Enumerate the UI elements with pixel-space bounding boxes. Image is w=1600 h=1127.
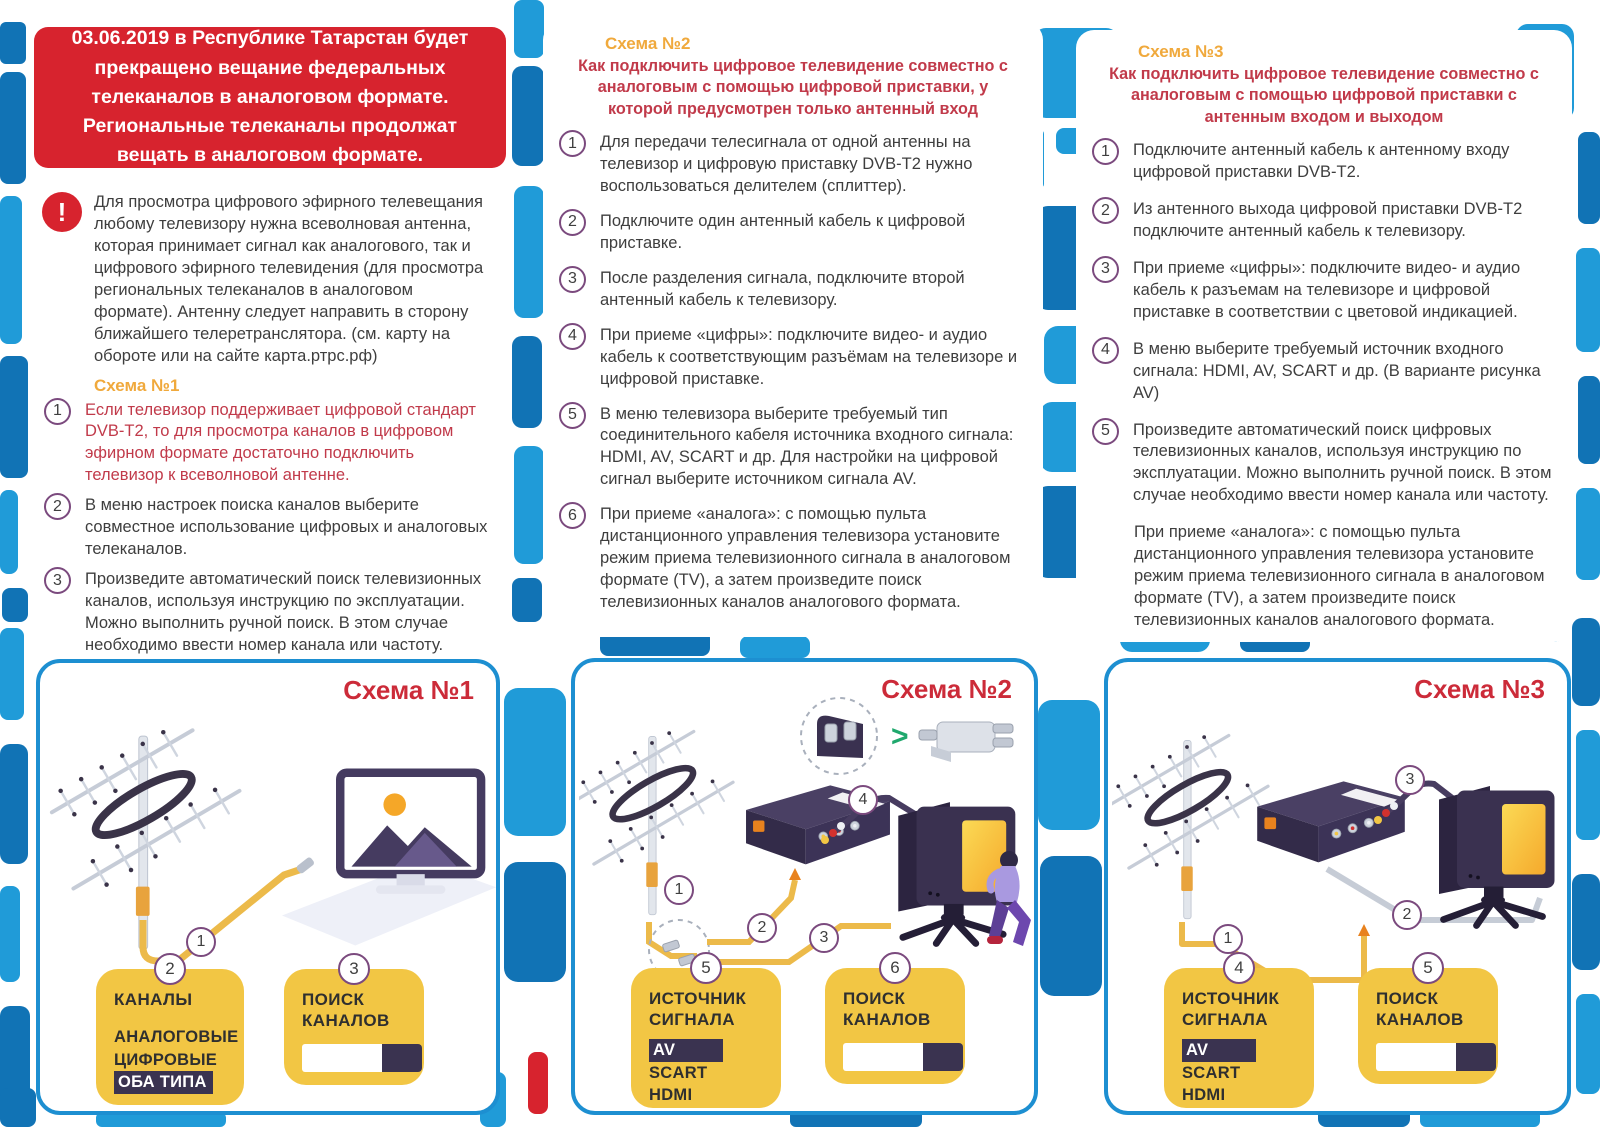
- tv-menu-channels: [96, 959, 244, 1105]
- menu-option-selected: ОБА ТИПА: [114, 1071, 213, 1094]
- panel2-title: Схема №2: [881, 674, 1012, 704]
- step-item: [559, 504, 1023, 614]
- step-text: Подключите антенный кабель к антенному входу цифровой приставки DVB-T2.: [1133, 141, 1510, 182]
- mosaic-tile: [512, 66, 544, 166]
- mosaic-tile: [1038, 700, 1100, 830]
- step-text: Для передачи телесигнала от одной антенны на телевизор и цифровую приставку DVB-T2 нужно воспользоваться делителем (сплиттер).: [600, 133, 973, 195]
- mosaic-tile: [1578, 132, 1600, 224]
- tv-menu-search: [1358, 958, 1498, 1084]
- diagram-callout: 1: [186, 927, 216, 957]
- mosaic-tile: [1572, 874, 1600, 970]
- step-badge: 5: [690, 952, 722, 984]
- step-text: В меню настроек поиска каналов выберите совместное использование цифровых и аналоговых телеканалов.: [85, 496, 488, 559]
- schema2-label: Схема №2: [605, 34, 691, 53]
- step-text: При приеме «аналога»: с помощью пульта дистанционного управления телевизора установите режим приема телевизионного сигнала в аналоговом формате (TV), а затем произведите поиск телевизионных каналов аналогового формата.: [600, 505, 1011, 611]
- step-item: [559, 211, 1023, 255]
- step-number: 3: [1092, 256, 1119, 283]
- mosaic-tile: [1576, 248, 1600, 352]
- tv-menu-search: [284, 959, 424, 1085]
- step-item: [559, 132, 1023, 198]
- step-number: 2: [559, 209, 586, 236]
- mosaic-tile: [2, 588, 28, 622]
- schema3-extra-text: При приеме «аналога»: с помощью пульта дистанционного управления телевизора установите режим приема телевизионного сигнала в аналоговом формате (TV), а затем произведите поиск телевизионных каналов аналогового формата.: [1134, 523, 1545, 629]
- splitter-illustration: [919, 722, 1013, 762]
- step-item: [44, 400, 494, 488]
- mosaic-tile: [0, 886, 20, 982]
- step-number: 5: [1092, 418, 1119, 445]
- mosaic-tile: [1572, 618, 1600, 706]
- panel3-title: Схема №3: [1414, 674, 1545, 704]
- mosaic-tile: [0, 196, 22, 344]
- step-text: Произведите автоматический поиск телевизионных каналов, используя инструкцию по эксплуатации. Можно выполнить ручной поиск. В этом случае необходимо ввести номер канала или частоту.: [85, 570, 482, 654]
- step-badge: 3: [338, 953, 370, 985]
- menu-options: [649, 1039, 767, 1107]
- menu-option: ЦИФРОВЫЕ: [114, 1050, 218, 1069]
- mosaic-tile: [1576, 488, 1600, 580]
- step-number: 6: [559, 502, 586, 529]
- step-number: 5: [559, 402, 586, 429]
- step-item: [1092, 339, 1552, 405]
- announcement-banner: [34, 27, 506, 168]
- step-badge: 2: [154, 953, 186, 985]
- schema3-connection-diagram: [1112, 684, 1568, 984]
- step-number: 2: [1092, 197, 1119, 224]
- step-badge: 4: [1223, 952, 1255, 984]
- panel1-title: Схема №1: [343, 675, 474, 705]
- step-number: 1: [44, 398, 71, 425]
- schema2-steps: [543, 132, 1043, 614]
- mosaic-tile: [514, 0, 544, 58]
- search-progress-bar: [1376, 1043, 1496, 1071]
- exclamation-icon: !: [42, 192, 82, 232]
- menu-title: ПОИСК КАНАЛОВ: [1376, 989, 1464, 1030]
- column-schema1-text: [28, 176, 512, 675]
- menu-options: [114, 1026, 239, 1094]
- step-number: 2: [44, 493, 71, 520]
- menu-title: ИСТОЧНИК СИГНАЛА: [649, 989, 747, 1030]
- warning-block: [42, 192, 496, 368]
- diagram-callout: 1: [664, 875, 694, 905]
- step-badge: 6: [879, 952, 911, 984]
- step-badge: 5: [1412, 952, 1444, 984]
- menu-option: HDMI: [1182, 1086, 1226, 1105]
- diagram-callout: 1: [1213, 924, 1243, 954]
- step-number: 4: [559, 323, 586, 350]
- diagram-panel-schema1: [36, 659, 500, 1115]
- schema1-label: Схема №1: [94, 375, 180, 395]
- step-item: [44, 569, 494, 657]
- mosaic-tile: [0, 72, 26, 184]
- mosaic-tile: [0, 1088, 36, 1127]
- diagram-callout: 3: [1395, 765, 1425, 795]
- step-number: 3: [559, 266, 586, 293]
- step-text: Произведите автоматический поиск цифровых телевизионных каналов, используя инструкцию по эксплуатации. Можно выполнить ручной поиск. В этом случае необходимо ввести номер канала или частоту.: [1133, 420, 1552, 505]
- warning-text: Для просмотра цифрового эфирного телевещания любому телевизору нужна всеволновая антенна, которая принимает сигнал как аналогового, так и цифрового эфирного телевидения (для просмотра региональных телеканалов в аналоговом формате). Антенну следует направить в сторону ближайшего телеретранслятора. (см. карту на обороте или на сайте карта.ртрс.рф): [94, 193, 484, 365]
- diagram-panel-schema3: [1104, 658, 1571, 1115]
- mosaic-tile: [0, 628, 24, 720]
- menu-options: [1182, 1039, 1300, 1107]
- mosaic-tile: [514, 446, 544, 564]
- column-schema3-text: [1076, 30, 1572, 642]
- mosaic-tile: [1576, 730, 1600, 840]
- search-progress-bar: [843, 1043, 963, 1071]
- step-item: [44, 495, 494, 561]
- menu-option: HDMI: [649, 1086, 693, 1105]
- step-item: [1092, 258, 1552, 324]
- mosaic-tile: [528, 1052, 548, 1114]
- step-number: 4: [1092, 337, 1119, 364]
- step-text: В меню телевизора выберите требуемый тип соединительного кабеля источника входного сигнала: HDMI, AV, SCART и др. Для настройки на цифровой сигнал выберите источником сигнала AV.: [600, 404, 1014, 489]
- step-item: [559, 404, 1023, 492]
- announcement-text: 03.06.2019 в Республике Татарстан будет прекращено вещание федеральных телеканалов в аналоговом формате. Региональные телеканалы продолжат вещать в аналоговом формате.: [71, 27, 469, 167]
- mosaic-tile: [0, 356, 28, 478]
- diagram-callout: 4: [848, 785, 878, 815]
- antenna-illustration: [52, 730, 240, 949]
- step-item: [1092, 140, 1552, 184]
- antenna-illustration: [579, 731, 733, 915]
- search-progress-bar: [302, 1044, 422, 1072]
- schema2-subtitle: Как подключить цифровое телевидение совместно с аналоговым с помощью цифровой приставки, у которой предусмотрен только антенный вход: [578, 57, 1008, 118]
- settop-box-illustration: [1257, 781, 1405, 862]
- menu-option: SCART: [1182, 1063, 1241, 1082]
- mosaic-tile: [512, 578, 542, 622]
- mosaic-tile: [0, 490, 18, 574]
- schema3-steps: [1076, 140, 1572, 632]
- menu-title: ПОИСК КАНАЛОВ: [302, 990, 390, 1031]
- mosaic-tile: [0, 22, 26, 64]
- mosaic-tile: [512, 336, 542, 428]
- diagram-callout: 2: [1392, 900, 1422, 930]
- mosaic-tile: [740, 636, 810, 658]
- step-text: В меню выберите требуемый источник входного сигнала: HDMI, AV, SCART и др. (В варианте рисунка AV): [1133, 339, 1541, 402]
- tv-menu-source: [631, 958, 781, 1108]
- schema1-connection-diagram: [44, 685, 500, 985]
- mosaic-tile: [1040, 856, 1102, 996]
- antenna-illustration: [1112, 735, 1268, 919]
- mosaic-tile: [504, 688, 566, 836]
- menu-option-selected: AV: [649, 1039, 723, 1062]
- tv-menu-source: [1164, 958, 1314, 1108]
- step-item: [559, 268, 1023, 312]
- step-text: Из антенного выхода цифровой приставки DVB-T2 подключите антенный кабель к телевизору.: [1133, 200, 1523, 240]
- diagram-callout: 3: [809, 923, 839, 953]
- step-text: Если телевизор поддерживает цифровой стандарт DVB-T2, то для просмотра каналов в цифровом эфирном формате достаточно подключить телевизор к всеволновой антенне.: [85, 400, 476, 485]
- chevron-right-icon: >: [891, 720, 909, 753]
- step-number: 1: [1092, 138, 1119, 165]
- step-number: 1: [559, 130, 586, 157]
- step-text: При приеме «цифры»: подключите видео- и аудио кабель к соответствующим разъёмам на телевизоре и цифровой приставке.: [600, 325, 1018, 388]
- schema3-subtitle: Как подключить цифровое телевидение совместно с аналоговым с помощью цифровой приставки с антенным входом и выходом: [1109, 65, 1539, 126]
- step-item: [1092, 420, 1552, 508]
- schema3-label: Схема №3: [1138, 42, 1224, 61]
- schema2-connection-diagram: [579, 684, 1035, 984]
- mosaic-tile: [504, 862, 566, 982]
- diagram-callout: 2: [747, 913, 777, 943]
- menu-option: АНАЛОГОВЫЕ: [114, 1028, 239, 1047]
- menu-title: ИСТОЧНИК СИГНАЛА: [1182, 989, 1280, 1030]
- tv-illustration: [282, 773, 496, 946]
- step-text: Подключите один антенный кабель к цифровой приставке.: [600, 211, 966, 252]
- schema1-steps: [42, 400, 496, 657]
- step-item: [1092, 199, 1552, 243]
- step-text: При приеме «цифры»: подключите видео- и аудио кабель к разъемам на телевизоре и цифровой приставке в соответствии с цветовой индикацией.: [1133, 258, 1521, 321]
- menu-option: SCART: [649, 1063, 708, 1082]
- step-text: После разделения сигнала, подключите второй антенный кабель к телевизору.: [600, 268, 965, 309]
- step-item: [559, 325, 1023, 391]
- mosaic-tile: [1578, 376, 1600, 464]
- mosaic-tile: [0, 744, 28, 864]
- mosaic-tile: [1576, 994, 1600, 1094]
- menu-option-selected: AV: [1182, 1039, 1256, 1062]
- step-number: 3: [44, 567, 71, 594]
- column-schema2-text: [543, 22, 1043, 637]
- menu-title: ПОИСК КАНАЛОВ: [843, 989, 931, 1030]
- menu-title: КАНАЛЫ: [114, 990, 193, 1009]
- mosaic-tile: [514, 186, 544, 318]
- diagram-panel-schema2: [571, 658, 1038, 1115]
- tv-menu-search: [825, 958, 965, 1084]
